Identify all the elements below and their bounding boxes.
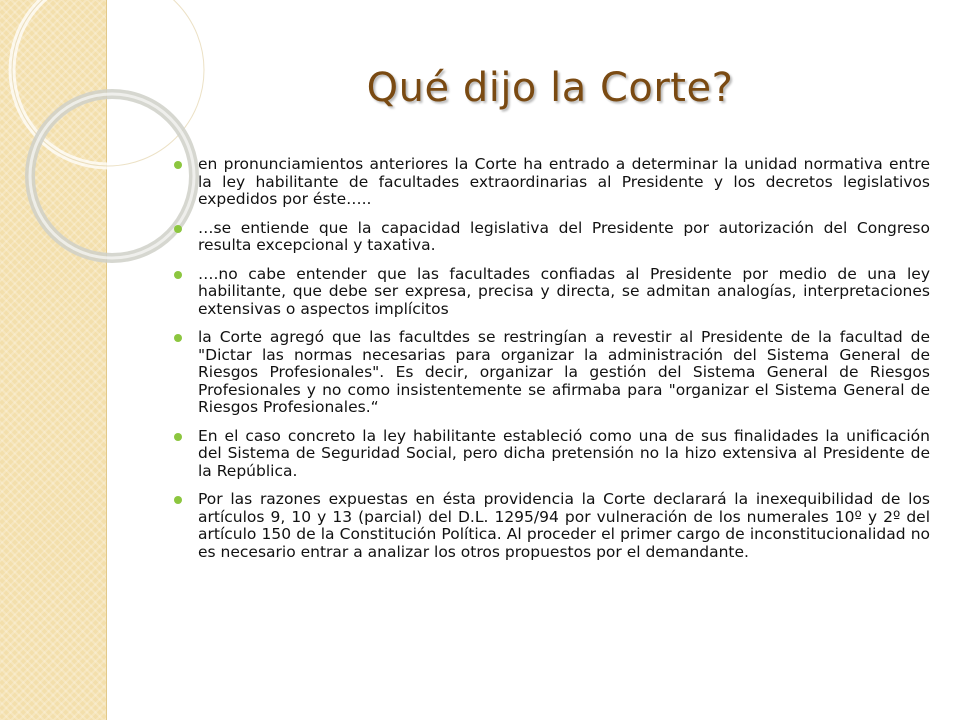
bullet-text: la Corte agregó que las facultdes se restringían a revestir al Presidente de la facultad de "Dictar las normas necesarias para organizar la administración del Sistema General de Riesgos Profesionales". Es decir, organizar la gestión del Sistema General de Riesgos Profesionales y no como insistentemente se afirmaba para "organizar el Sistema General de Riesgos Profesionales.“: [198, 328, 930, 416]
bullet-item: [174, 156, 930, 209]
bullet-dot-icon: [174, 433, 182, 441]
bullet-dot-icon: [174, 161, 182, 169]
bullet-list: [174, 156, 930, 572]
bullet-text: ….no cabe entender que las facultades confiadas al Presidente por medio de una ley habilitante, que debe ser expresa, precisa y directa, se admitan analogías, interpretaciones extensivas o aspectos implícitos: [198, 264, 930, 318]
bullet-item: [174, 329, 930, 417]
slide-title: Qué dijo la Corte?: [366, 65, 734, 111]
bullet-item: [174, 266, 930, 319]
bullet-item: [174, 428, 930, 481]
bullet-text: Por las razones expuestas en ésta providencia la Corte declarará la inexequibilidad de los artículos 9, 10 y 13 (parcial) del D.L. 1295/94 por vulneración de los numerales 10º y 2º del artículo 150 de la Constitución Política. Al proceder el primer cargo de inconstitucionalidad no es necesario entrar a analizar los otros propuestos por el demandante.: [198, 490, 930, 561]
bullet-text: …se entiende que la capacidad legislativa del Presidente por autorización del Congreso resulta excepcional y taxativa.: [198, 218, 930, 254]
bullet-dot-icon: [174, 496, 182, 504]
bullet-text: en pronunciamientos anteriores la Corte ha entrado a determinar la unidad normativa entre la ley habilitante de facultades extraordinarias al Presidente y los decretos legislativos expedidos por éste…..: [198, 155, 930, 208]
bullet-item: [174, 491, 930, 561]
bullet-dot-icon: [174, 334, 182, 342]
bullet-dot-icon: [174, 225, 182, 233]
bullet-item: [174, 220, 930, 255]
bullet-text: En el caso concreto la ley habilitante estableció como una de sus finalidades la unificación del Sistema de Seguridad Social, pero dicha pretensión no la hizo extensiva al Presidente de la República.: [198, 426, 930, 480]
bullet-dot-icon: [174, 271, 182, 279]
